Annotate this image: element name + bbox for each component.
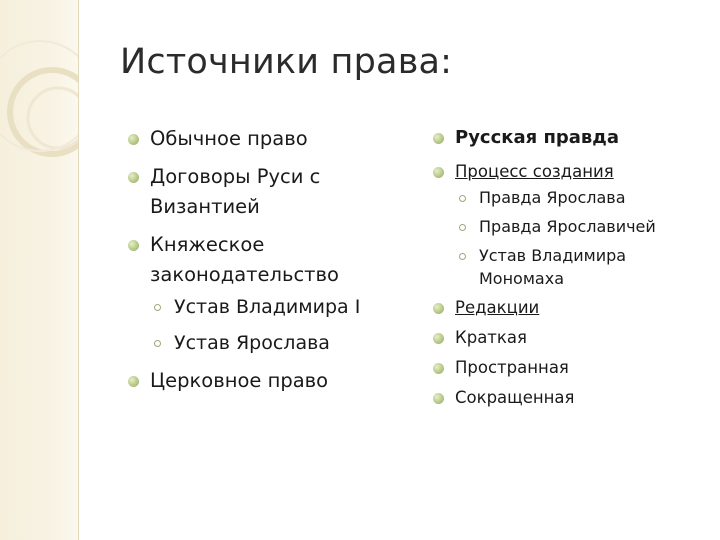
- list-item: [128, 124, 388, 154]
- list-item-label: Процесс создания: [455, 162, 614, 181]
- sub-list-item: [455, 244, 693, 290]
- decorative-side-panel: [0, 0, 79, 540]
- left-bullet-list: [128, 124, 388, 396]
- list-item-label: Договоры Руси с Византией: [150, 165, 321, 218]
- sub-list: [150, 292, 388, 358]
- sub-item-label: Устав Владимира Мономаха: [479, 246, 627, 288]
- left-column: [128, 124, 388, 404]
- list-item: [433, 386, 693, 410]
- list-item-label: Княжеское законодательство: [150, 233, 339, 286]
- bullet-icon: [433, 363, 444, 374]
- list-item: [128, 366, 388, 396]
- bullet-icon: [433, 333, 444, 344]
- sub-list-item: [455, 215, 693, 238]
- list-item: [433, 296, 693, 320]
- ring-bullet-icon: [154, 340, 161, 347]
- right-bullet-list: [433, 124, 693, 410]
- sub-list-item: [455, 186, 693, 209]
- sub-item-label: Устав Владимира I: [174, 296, 361, 318]
- sub-item-label: Правда Ярослава: [479, 188, 626, 207]
- bullet-icon: [433, 303, 444, 314]
- list-item: [128, 230, 388, 358]
- slide-title: Источники права:: [120, 42, 453, 82]
- list-item-label: Редакции: [455, 298, 540, 317]
- list-item: [128, 162, 388, 222]
- list-item-label: Краткая: [455, 328, 527, 347]
- bullet-icon: [433, 167, 444, 178]
- bullet-icon: [128, 172, 139, 183]
- sub-item-label: Правда Ярославичей: [479, 217, 656, 236]
- ring-bullet-icon: [154, 304, 161, 311]
- list-item-label: Пространная: [455, 358, 569, 377]
- bullet-icon: [128, 134, 139, 145]
- ring-bullet-icon: [459, 224, 466, 231]
- sub-list-item: [150, 328, 388, 358]
- right-column: [433, 124, 693, 416]
- decorative-circles: [0, 0, 78, 540]
- ring-bullet-icon: [459, 195, 466, 202]
- list-item: [433, 326, 693, 350]
- list-item-label: Сокращенная: [455, 388, 575, 407]
- list-item-label: Церковное право: [150, 369, 329, 392]
- sub-list: [455, 186, 693, 290]
- list-item-label: Обычное право: [150, 127, 308, 150]
- bullet-icon: [433, 133, 444, 144]
- list-item-label: Русская правда: [455, 127, 619, 148]
- sub-item-label: Устав Ярослава: [174, 332, 330, 354]
- list-item: [433, 356, 693, 380]
- bullet-icon: [128, 240, 139, 251]
- sub-list-item: [150, 292, 388, 322]
- list-item: [433, 124, 693, 152]
- list-item: [433, 160, 693, 290]
- ring-bullet-icon: [459, 253, 466, 260]
- bullet-icon: [128, 376, 139, 387]
- bullet-icon: [433, 393, 444, 404]
